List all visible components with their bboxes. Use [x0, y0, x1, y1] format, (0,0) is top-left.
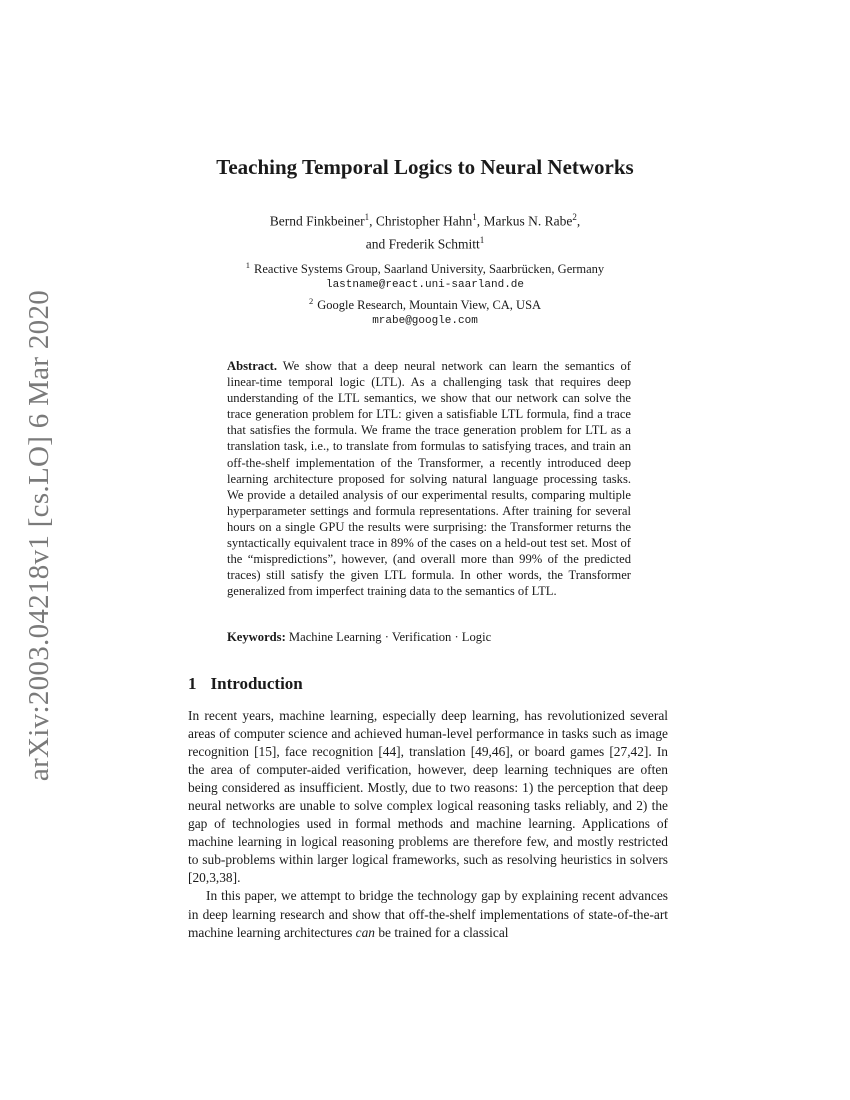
- author-name: Bernd Finkbeiner: [269, 213, 365, 229]
- affiliation-text: Google Research, Mountain View, CA, USA: [317, 298, 542, 313]
- arxiv-identifier: arXiv:2003.04218v1 [cs.LO] 6 Mar 2020: [23, 289, 56, 781]
- affiliation-marker: 2: [572, 212, 577, 222]
- keywords-text: Machine Learning · Verification · Logic: [288, 630, 492, 644]
- affiliation-marker: 1: [364, 212, 370, 222]
- abstract-text: We show that a deep neural network can learn the semantics of linear-time temporal logic (LTL). As a challenging task that requires deep understanding of the LTL semantics, we show that our network can solve the trace generation problem for LTL: given a satisfiable LTL formula, find a trace that satisfies the formula. We frame the trace generation problem for LTL as a translation task, i.e., to translate from formulas to satisfying traces, and train an off-the-shelf implementation of the Transformer, a recently introduced deep learning architecture proposed for solving natural language processing tasks. We provide a detailed analysis of our experimental results, comparing multiple hyperparameter settings and formula representations. After training for several hours on a single GPU the results were surprising: the Transformer returns the syntactically equivalent trace in 89% of the cases on a held-out test set. Most of the “mispredictions”, however, (and overall more than 99% of the predicted traces) still satisfy the given LTL formula. In other words, the Transformer generalized from imperfect training data to the semantics of LTL.: [227, 359, 632, 599]
- author-name: and Frederik Schmitt: [365, 236, 480, 251]
- keywords: [227, 630, 631, 645]
- author-line-1: [0, 208, 850, 231]
- author-name: , Christopher Hahn: [369, 213, 473, 229]
- paragraph-text: In this paper, we attempt to bridge the technology gap by explaining recent advances in deep learning research and show that off-the-shelf implementations of state-of-the-art machine learning architectures: [188, 888, 668, 940]
- abstract: [227, 358, 631, 599]
- keywords-label: Keywords:: [227, 630, 286, 644]
- author-line-2: [0, 231, 850, 254]
- affiliation-1: [0, 257, 850, 277]
- emphasis: can: [355, 924, 376, 940]
- paragraph-text: be trained for a classical: [375, 924, 509, 940]
- section-title: Introduction: [210, 674, 303, 693]
- affiliation-marker: 1: [479, 234, 485, 245]
- affiliation-2: [0, 293, 850, 313]
- paragraph: [188, 887, 668, 941]
- author-separator: ,: [576, 213, 581, 229]
- section-number: 1: [188, 674, 197, 693]
- abstract-label: Abstract.: [227, 359, 278, 373]
- affiliations: [0, 257, 850, 329]
- affiliation-marker: 1: [472, 212, 477, 222]
- paragraph: In recent years, machine learning, especially deep learning, has revolutionized several areas of computer science and achieved human-level performance in tasks such as image recognition [15], face recognition [44], translation [49,46], or board games [27,42]. In the area of computer-aided verification, however, deep learning techniques are often being considered as insufficient. Mostly, due to two reasons: 1) the perception that deep neural networks are unable to solve complex logical reasoning tasks reliably, and 2) the gap of technologies used in formal methods and machine learning. Applications of machine learning in logical reasoning problems are therefore few, and mostly restricted to sub-problems within larger logical frameworks, such as resolving heuristics in solvers [20,3,38].: [188, 708, 668, 886]
- author-list: [0, 208, 850, 253]
- affiliation-text: Reactive Systems Group, Saarland University, Saarbrücken, Germany: [254, 262, 605, 277]
- author-name: , Markus N. Rabe: [476, 213, 573, 229]
- section-heading: [188, 674, 303, 694]
- body-text: [188, 707, 668, 942]
- paper-title: Teaching Temporal Logics to Neural Networks: [216, 155, 634, 179]
- affiliation-number: 1: [245, 260, 251, 270]
- arxiv-side-stamp: [18, 289, 62, 781]
- affiliation-2-email: mrabe@google.com: [372, 315, 478, 328]
- affiliation-1-email: lastname@react.uni-saarland.de: [325, 279, 525, 292]
- affiliation-number: 2: [308, 296, 314, 307]
